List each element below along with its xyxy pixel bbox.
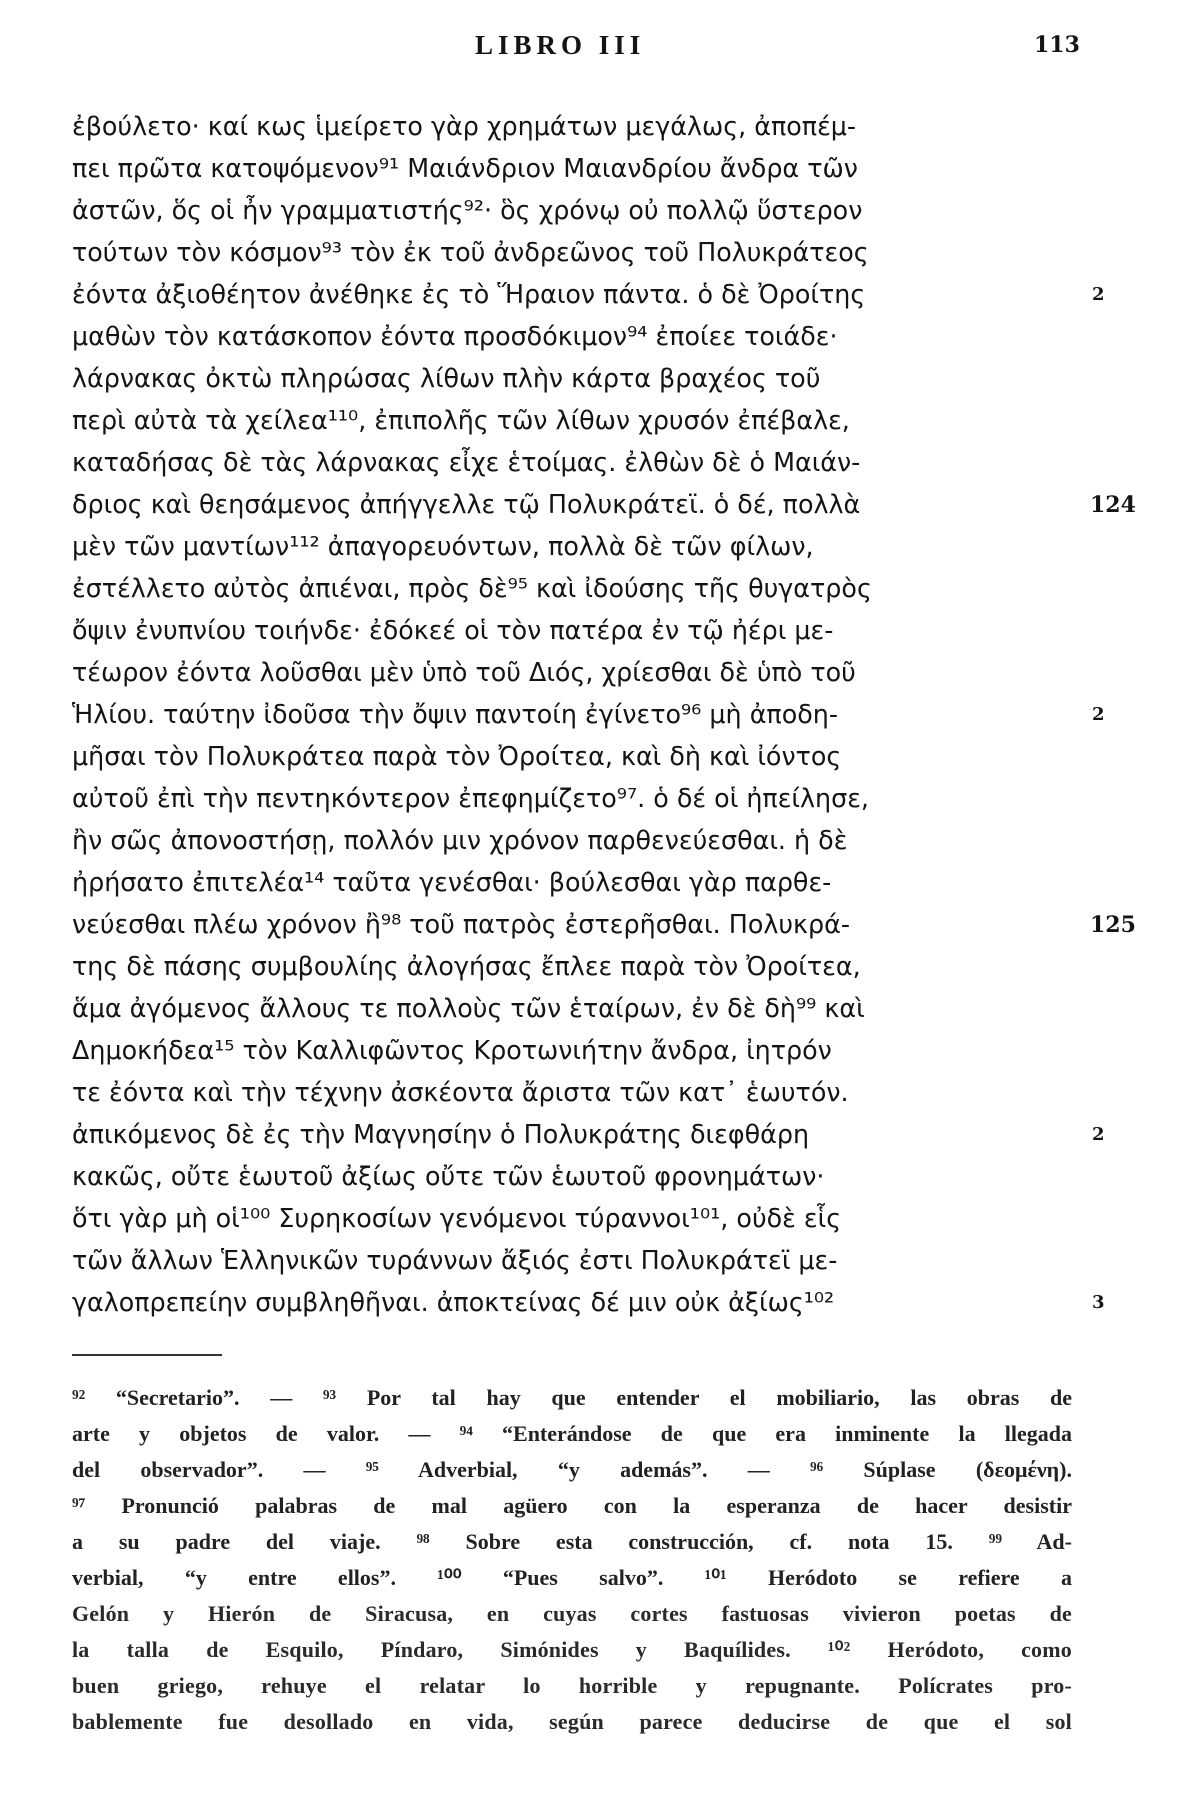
- line-text: μὲν τῶν μαντίων¹¹² ἀπαγορευόντων, πολλὰ δὲ τῶν φίλων,: [72, 532, 814, 562]
- text-line: [72, 1240, 1082, 1282]
- text-line: [72, 904, 1136, 946]
- line-text: ἀπικόμενος δὲ ἐς τὴν Μαγνησίην ὁ Πολυκράτης διεφθάρη: [72, 1120, 810, 1150]
- line-text: τε ἐόντα καὶ τὴν τέχνην ἀσκέοντα ἄριστα τῶν κατ᾽ ἑωυτόν.: [72, 1078, 849, 1108]
- page-header: [0, 30, 1200, 70]
- text-line: [72, 862, 1082, 904]
- text-line: [72, 778, 1082, 820]
- text-line: [72, 1282, 1105, 1324]
- text-line: [72, 1114, 1105, 1156]
- footnote-line: a su padre del viaje. ⁹⁸ Sobre esta construcción, cf. nota 15. ⁹⁹ Ad-: [72, 1529, 1072, 1554]
- text-line: [72, 988, 1082, 1030]
- line-text: περὶ αὐτὰ τὰ χείλεα¹¹⁰, ἐπιπολῆς τῶν λίθων χρυσόν ἐπέβαλε,: [72, 406, 850, 436]
- text-line: [72, 190, 1082, 232]
- line-text: ἅμα ἀγόμενος ἄλλους τε πολλοὺς τῶν ἑταίρων, ἐν δὲ δὴ⁹⁹ καὶ: [72, 994, 865, 1024]
- line-text: τέωρον ἐόντα λοῦσθαι μὲν ὑπὸ τοῦ Διός, χρίεσθαι δὲ ὑπὸ τοῦ: [72, 658, 856, 688]
- text-line: [72, 484, 1136, 526]
- text-line: [72, 1072, 1082, 1114]
- marginal-number: 2: [1092, 1124, 1105, 1145]
- text-line: [72, 1198, 1082, 1240]
- text-line: [72, 106, 1082, 148]
- text-line: [72, 568, 1082, 610]
- marginal-number: 2: [1092, 704, 1105, 725]
- footnotes: [72, 1380, 1072, 1740]
- footnote-line: del observador”. — ⁹⁵ Adverbial, “y además”. — ⁹⁶ Súplase (δεομένη).: [72, 1457, 1072, 1482]
- text-line: [72, 1030, 1082, 1072]
- text-line: [72, 316, 1082, 358]
- line-text: Ἡλίου. ταύτην ἰδοῦσα τὴν ὄψιν παντοίη ἐγίνετο⁹⁶ μὴ ἀποδη-: [72, 700, 839, 730]
- line-text: γαλοπρεπείην συμβληθῆναι. ἀποκτείνας δέ μιν οὐκ ἀξίως¹⁰²: [72, 1288, 835, 1318]
- text-line: [72, 232, 1082, 274]
- line-text: ἀστῶν, ὅς οἱ ἦν γραμματιστής⁹²· ὃς χρόνῳ οὐ πολλῷ ὕστερον: [72, 196, 863, 226]
- text-line: [72, 946, 1082, 988]
- footnote-line: ⁹² “Secretario”. — ⁹³ Por tal hay que entender el mobiliario, las obras de: [72, 1385, 1072, 1410]
- text-line: [72, 526, 1082, 568]
- main-greek-text: [72, 106, 1136, 1324]
- line-text: της δὲ πάσης συμβουλίης ἀλογήσας ἔπλεε παρὰ τὸν Ὀροίτεα,: [72, 952, 861, 982]
- line-text: καταδήσας δὲ τὰς λάρνακας εἶχε ἑτοίμας. ἐλθὼν δὲ ὁ Μαιάν-: [72, 448, 861, 478]
- text-line: [72, 610, 1082, 652]
- footnote-line: bablemente fue desollado en vida, según parece deducirse de que el sol: [72, 1709, 1072, 1734]
- text-line: [72, 736, 1082, 778]
- line-text: τούτων τὸν κόσμον⁹³ τὸν ἐκ τοῦ ἀνδρεῶνος τοῦ Πολυκράτεος: [72, 238, 869, 268]
- footnote-rule: [72, 1354, 222, 1356]
- running-head: LIBRO III: [475, 30, 646, 60]
- marginal-number: 124: [1090, 492, 1136, 518]
- text-line: [72, 358, 1082, 400]
- line-text: ἐστέλλετο αὐτὸς ἀπιέναι, πρὸς δὲ⁹⁵ καὶ ἰδούσης τῆς θυγατρὸς: [72, 574, 872, 604]
- line-text: δριος καὶ θεησάμενος ἀπήγγελλε τῷ Πολυκράτεϊ. ὁ δέ, πολλὰ: [72, 490, 861, 520]
- line-text: ἐβούλετο· καί κως ἱμείρετο γὰρ χρημάτων μεγάλως, ἀποπέμ-: [72, 112, 857, 142]
- line-text: πει πρῶτα κατοψόμενον⁹¹ Μαιάνδριον Μαιανδρίου ἄνδρα τῶν: [72, 154, 858, 184]
- text-line: [72, 274, 1105, 316]
- text-line: [72, 652, 1082, 694]
- page-number: 113: [1034, 32, 1080, 58]
- text-line: [72, 694, 1105, 736]
- text-line: [72, 442, 1082, 484]
- footnote-line: la talla de Esquilo, Píndaro, Simónides y Baquílides. ¹⁰² Heródoto, como: [72, 1637, 1072, 1662]
- text-line: [72, 1156, 1082, 1198]
- line-text: μῆσαι τὸν Πολυκράτεα παρὰ τὸν Ὀροίτεα, καὶ δὴ καὶ ἰόντος: [72, 742, 842, 772]
- line-text: κακῶς, οὔτε ἑωυτοῦ ἀξίως οὔτε τῶν ἑωυτοῦ φρονημάτων·: [72, 1162, 825, 1192]
- footnote-line: verbial, “y entre ellos”. ¹⁰⁰ “Pues salvo”. ¹⁰¹ Heródoto se refiere a: [72, 1565, 1072, 1590]
- line-text: νεύεσθαι πλέω χρόνον ἢ⁹⁸ τοῦ πατρὸς ἐστερῆσθαι. Πολυκρά-: [72, 910, 850, 940]
- line-text: τῶν ἄλλων Ἑλληνικῶν τυράννων ἄξιός ἐστι Πολυκράτεϊ με-: [72, 1246, 838, 1276]
- footnote-line: buen griego, rehuye el relatar lo horrible y repugnante. Polícrates pro-: [72, 1673, 1072, 1698]
- line-text: λάρνακας ὀκτὼ πληρώσας λίθων πλὴν κάρτα βραχέος τοῦ: [72, 364, 821, 394]
- footnote-line: arte y objetos de valor. — ⁹⁴ “Enterándose de que era inminente la llegada: [72, 1421, 1072, 1446]
- line-text: ἢν σῶς ἀπονοστήσῃ, πολλόν μιν χρόνον παρθενεύεσθαι. ἡ δὲ: [72, 826, 848, 856]
- line-text: ἐόντα ἀξιοθέητον ἀνέθηκε ἐς τὸ Ἥραιον πάντα. ὁ δὲ Ὀροίτης: [72, 280, 866, 310]
- text-line: [72, 820, 1082, 862]
- marginal-number: 3: [1092, 1292, 1105, 1313]
- footnote-line: ⁹⁷ Pronunció palabras de mal agüero con la esperanza de hacer desistir: [72, 1493, 1072, 1518]
- text-line: [72, 400, 1082, 442]
- line-text: ἠρήσατο ἐπιτελέα¹⁴ ταῦτα γενέσθαι· βούλεσθαι γὰρ παρθε-: [72, 868, 832, 898]
- marginal-number: 125: [1090, 912, 1136, 938]
- line-text: μαθὼν τὸν κατάσκοπον ἐόντα προσδόκιμον⁹⁴ ἐποίεε τοιάδε·: [72, 322, 838, 352]
- line-text: Δημοκήδεα¹⁵ τὸν Καλλιφῶντος Κροτωνιήτην ἄνδρα, ἰητρόν: [72, 1036, 832, 1066]
- text-line: [72, 148, 1082, 190]
- line-text: ὅτι γὰρ μὴ οἱ¹⁰⁰ Συρηκοσίων γενόμενοι τύραννοι¹⁰¹, οὐδὲ εἷς: [72, 1204, 842, 1234]
- footnote-line: Gelón y Hierón de Siracusa, en cuyas cortes fastuosas vivieron poetas de: [72, 1601, 1072, 1626]
- marginal-number: 2: [1092, 284, 1105, 305]
- line-text: ὄψιν ἐνυπνίου τοιήνδε· ἐδόκεέ οἱ τὸν πατέρα ἐν τῷ ἠέρι με-: [72, 616, 834, 646]
- line-text: αὐτοῦ ἐπὶ τὴν πεντηκόντερον ἐπεφημίζετο⁹⁷. ὁ δέ οἱ ἠπείλησε,: [72, 784, 869, 814]
